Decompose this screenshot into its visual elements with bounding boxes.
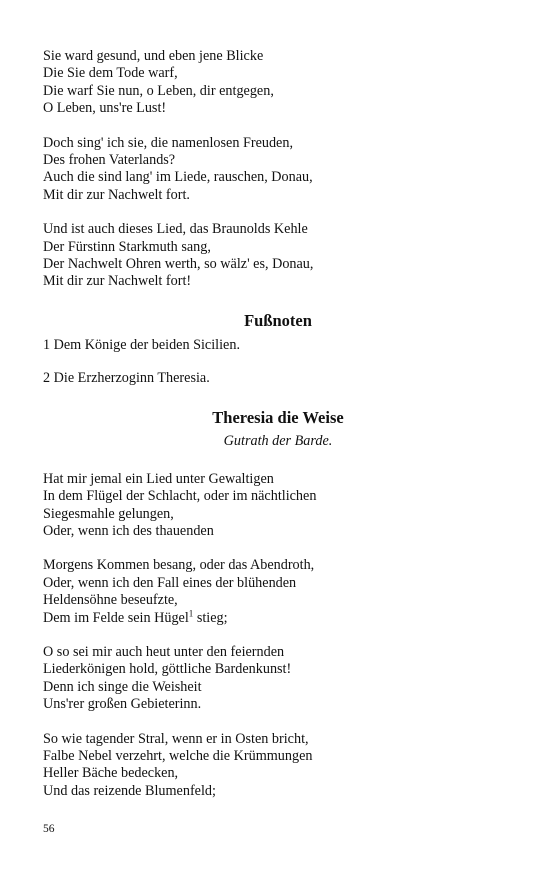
verse-line-with-footnote <box>43 607 513 627</box>
verse-line: Die Sie dem Tode warf, <box>43 65 178 82</box>
verse-line: Mit dir zur Nachwelt fort! <box>43 273 192 290</box>
verse-line: Der Fürstinn Starkmuth sang, <box>43 238 211 255</box>
page-content <box>43 48 513 817</box>
verse-line: Mit dir zur Nachwelt fort. <box>43 186 190 203</box>
stanza-top-1 <box>43 48 513 118</box>
stanza-top-3 <box>43 221 513 291</box>
verse-line: Auch die sind lang' im Liede, rauschen, Donau, <box>43 169 313 186</box>
verse-text: Dem im Felde sein Hügel <box>43 609 189 626</box>
verse-line: Oder, wenn ich des thauenden <box>43 522 214 539</box>
verse-line: Hat mir jemal ein Lied unter Gewaltigen <box>43 470 274 487</box>
footnotes-heading: Fußnoten <box>244 310 312 330</box>
stanza-top-2 <box>43 135 513 205</box>
verse-line: Siegesmahle gelungen, <box>43 505 174 522</box>
verse-line: Doch sing' ich sie, die namenlosen Freuden, <box>43 134 293 151</box>
verse-line: Heldensöhne beseufzte, <box>43 592 178 609</box>
footnote-item: 2 Die Erzherzoginn Theresia. <box>43 370 210 387</box>
poem-stanza-4 <box>43 731 513 801</box>
verse-line: Uns'rer großen Gebieterinn. <box>43 696 202 713</box>
poem-stanza-1 <box>43 471 513 541</box>
verse-line: Denn ich singe die Weisheit <box>43 678 202 695</box>
verse-line: Sie ward gesund, und eben jene Blicke <box>43 48 264 64</box>
poem-title: Theresia die Weise <box>212 407 344 427</box>
verse-text: stieg; <box>193 609 228 626</box>
verse-line: Und das reizende Blumenfeld; <box>43 782 216 799</box>
footnote-marker[interactable]: 1 <box>188 607 194 618</box>
verse-line: Oder, wenn ich den Fall eines der blühenden <box>43 574 297 591</box>
poem-subtitle: Gutrath der Barde. <box>223 432 333 449</box>
verse-line: In dem Flügel der Schlacht, oder im nächtlichen <box>43 488 317 505</box>
verse-line: Liederkönigen hold, göttliche Bardenkunst! <box>43 661 292 678</box>
verse-line: Die warf Sie nun, o Leben, dir entgegen, <box>43 82 274 99</box>
verse-line: Heller Bäche bedecken, <box>43 765 179 782</box>
verse-line: Morgens Kommen besang, oder das Abendroth, <box>43 557 315 574</box>
verse-line: Falbe Nebel verzehrt, welche die Krümmungen <box>43 747 313 764</box>
verse-line: O Leben, uns're Lust! <box>43 100 167 117</box>
footnote-item: 1 Dem Könige der beiden Sicilien. <box>43 336 240 353</box>
verse-line: Des frohen Vaterlands? <box>43 152 176 169</box>
poem-stanza-3 <box>43 644 513 714</box>
verse-line: Der Nachwelt Ohren werth, so wälz' es, Donau, <box>43 256 314 273</box>
verse-line: Und ist auch dieses Lied, das Braunolds Kehle <box>43 221 308 238</box>
verse-line: O so sei mir auch heut unter den feiernden <box>43 643 285 660</box>
poem-stanza-2 <box>43 557 513 627</box>
verse-line: So wie tagender Stral, wenn er in Osten bricht, <box>43 730 309 747</box>
page-number: 56 <box>43 823 55 835</box>
